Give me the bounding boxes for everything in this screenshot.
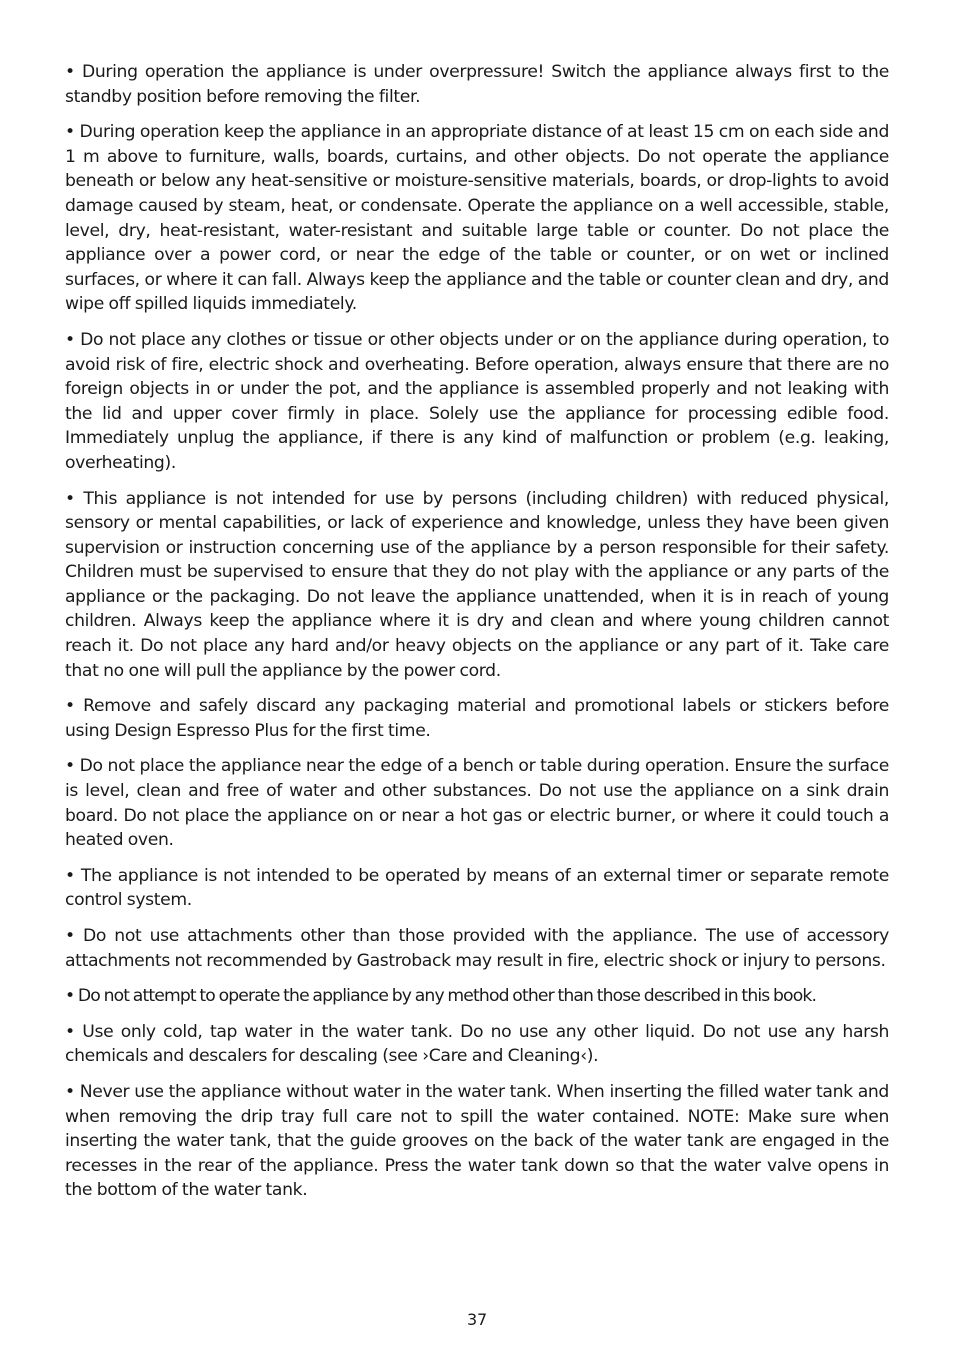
paragraph-method: • Do not attempt to operate the appliance by any method other than those described in this book.	[65, 986, 817, 1007]
paragraph-attachments: • Do not use attachments other than those provided with the appliance. The use of accessory attachments not recommended by Gastroback may result in fire, electric shock or injury to persons.	[65, 926, 889, 971]
paragraph-cold-water: • Use only cold, tap water in the water tank. Do no use any other liquid. Do not use any harsh chemicals and descalers for descaling (see ›Care and Cleaning‹).	[65, 1021, 889, 1067]
paragraph-edge: • Do not place the appliance near the edge of a bench or table during operation. Ensure the surface is level, clean and free of water and other substances. Do not use the appliance on a sink drain board. Do not place the appliance on or near a hot gas or electric burner, or where it could touch a heated oven.	[65, 756, 889, 851]
page-number: 37	[467, 1310, 487, 1329]
paragraph-timer: • The appliance is not intended to be operated by means of an external timer or separate remote control system.	[65, 865, 889, 911]
paragraph-distance: • During operation keep the appliance in an appropriate distance of at least 15 cm on each side and 1 m above to furniture, walls, boards, curtains, and other objects. Do not operate the appliance beneath or below any heat-sensitive or moisture-sensitive materials, boards, or drop-lights to avoid damage caused by steam, heat, or condensate. Operate the appliance on a well accessible, stable, level, dry, heat-resistant, water-resistant and suitable large table or counter. Do not place the appliance over a power cord, or near the edge of the table or counter, or on wet or inclined surfaces, or where it can fall. Always keep the appliance and the table or counter clean and dry, and wipe off spilled liquids immediately.	[65, 122, 889, 315]
paragraph-persons: • This appliance is not intended for use by persons (including children) with reduced physical, sensory or mental capabilities, or lack of experience and knowledge, unless they have been given supervision or instruction concerning use of the appliance by a person responsible for their safety. Children must be supervised to ensure that they do not play with the appliance or any parts of the appliance or the packaging. Do not leave the appliance unattended, when it is in reach of young children. Always keep the appliance where it is dry and clean and where young children cannot reach it. Do not place any hard and/or heavy objects on the appliance or any part of it. Take care that no one will pull the appliance by the power cord.	[65, 488, 889, 681]
paragraph-overpressure: • During operation the appliance is under overpressure! Switch the appliance always first to the standby position before removing the filter.	[65, 62, 889, 107]
paragraph-clothes: • Do not place any clothes or tissue or other objects under or on the appliance during operation, to avoid risk of fire, electric shock and overheating. Before operation, always ensure that there are no foreign objects in or under the pot, and the appliance is assembled properly and not leaking with the lid and upper cover firmly in place. Solely use the appliance for processing edible food. Immediately unplug the appliance, if there is any kind of malfunction or problem (e.g. leaking, overheating).	[65, 329, 889, 473]
paragraph-packaging: • Remove and safely discard any packaging material and promotional labels or stickers before using Design Espresso Plus for the first time.	[65, 696, 889, 741]
paragraph-water-tank: • Never use the appliance without water in the water tank. When inserting the filled water tank and when removing the drip tray full care not to spill the water contained. NOTE: Make sure when inserting the water tank, that the guide grooves on the back of the water tank are engaged in the recesses in the rear of the appliance. Press the water tank down so that the water valve opens in the bottom of the water tank.	[65, 1081, 889, 1201]
page-body	[65, 60, 889, 1214]
